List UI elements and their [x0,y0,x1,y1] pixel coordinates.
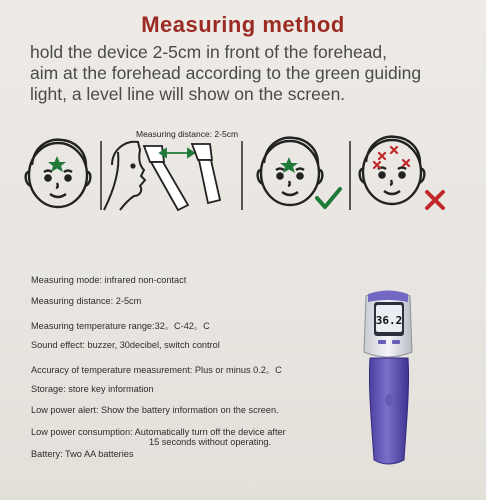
spec-item: Measuring distance: 2-5cm [31,296,142,306]
face-correct-illustration [26,140,91,207]
spec-item: Measuring mode: infrared non-contact [31,275,187,285]
instruction-line-3: light, a level line will show on the screen. [30,84,346,104]
side-profile-illustration [104,142,145,210]
check-icon [317,189,340,207]
thermometer-device-illustration [348,288,428,468]
spec-item-continuation: 15 seconds without operating. [149,437,272,447]
spec-item: Measuring temperature range:32。C-42。C [31,321,210,331]
green-star-icon [48,156,66,172]
instruction-paragraph [30,42,475,105]
face-ok-illustration [258,138,323,205]
cross-icon [427,192,443,208]
red-x-marks-icon [374,147,409,168]
instruction-line-1: hold the device 2-5cm in front of the forehead, [30,42,388,62]
spec-item: Battery: Two AA batteries [31,449,134,459]
device-display-value: 36.2 [375,314,403,327]
spec-item: Storage: store key information [31,384,154,394]
distance-arrow-icon [160,149,194,157]
spec-item: Sound effect: buzzer, 30decibel, switch control [31,340,220,350]
measuring-illustration [0,128,486,228]
spec-item: Accuracy of temperature measurement: Plus or minus 0.2。C [31,365,282,375]
page-title: Measuring method [141,12,345,37]
spec-item: Low power consumption: Automatically turn off the device after [31,427,286,437]
distance-label: Measuring distance: 2-5cm [136,129,239,139]
instruction-line-2: aim at the forehead according to the green guiding [30,63,422,83]
spec-item: Low power alert: Show the battery information on the screen. [31,405,279,415]
green-star-icon [280,157,298,173]
thermometer-far-illustration [192,144,220,203]
